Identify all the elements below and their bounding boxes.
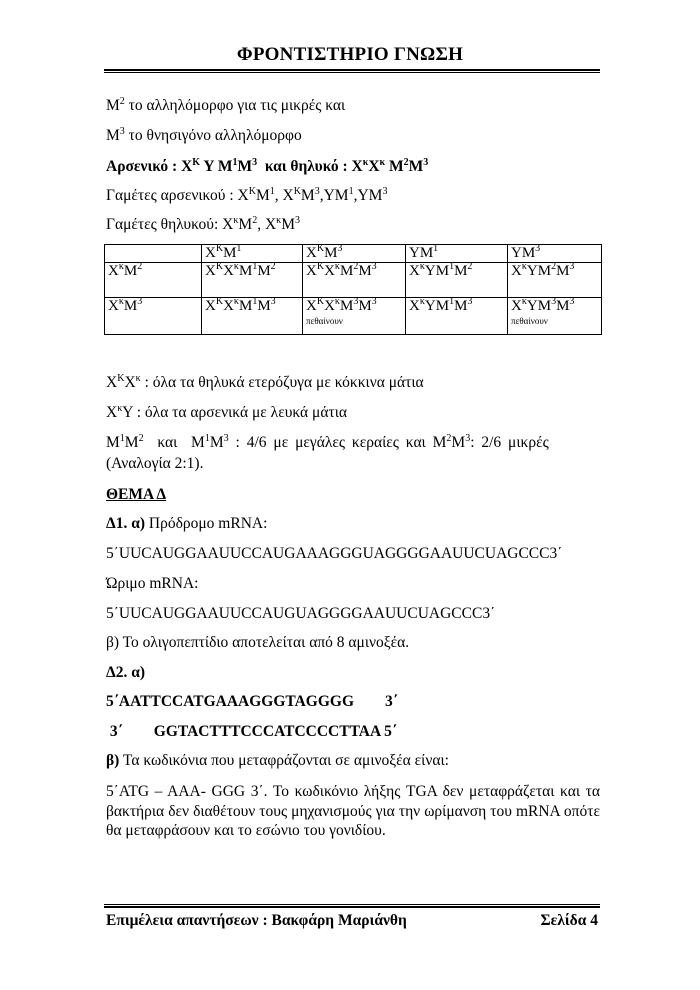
table-corner-cell [105,245,202,263]
punnett-square-table [104,244,602,335]
genotype-cell: $X^\kappa YM^2M^3$ [508,263,602,298]
cross-line: Αρσενικό : $X^K$ Y $M^1M^3$ και θηλυκό : $X^\kappa X^\kappa$ $M^2M^3$ [106,156,429,175]
page-header-title: ΦΡΟΝΤΙΣΤΗΡΙΟ ΓΝΩΣΗ [236,44,464,65]
result-ratio-line-2: (Αναλογία 2:1). [106,455,204,472]
d1b-line: β) Το ολιγοπεπτίδιο αποτελείται από 8 αμινοξέα. [106,634,410,651]
footer-rule-thin [104,904,600,905]
female-gamete-header: $X^\kappa M^3$ [105,298,202,335]
footer-rule-thick [104,906,600,908]
precursor-mrna-sequence: 5΄UUCAUGGAAUUCCAUGAAAGGGUAGGGGAAUUCUAGCCC3΄ [106,545,563,562]
d1-line: Δ1. α) Πρόδρομο mRNA: [106,515,268,532]
male-gamete-header: $YM^1$ [406,245,508,263]
footer-author: Επιμέλεια απαντήσεων : Βακφάρη Μαριάνθη [106,912,407,929]
d2-label: Δ2. α) [106,664,146,681]
male-gamete-header: $X^KM^3$ [303,245,406,263]
d2b-line: β) Τα κωδικόνια που μεταφράζονται σε αμινοξέα είναι: [106,752,449,769]
d2b-paragraph: 5΄ATG – AAA- GGG 3΄. Το κωδικόνιο λήξης TGA δεν μεταφράζεται και τα βακτήρια δεν διαθέτουν τους μηχανισμούς για την ωρίμανση του mRNA οπότε θα μεταφράσουν και το εσώνιο του γονιδίου. [106,783,600,839]
male-gametes-line: Γαμέτες αρσενικού : $X^KM^1$, $X^KM^3,YM^1,YM^3$ [106,185,388,204]
result-ratio-line: $M^1M^2$ και $M^1M^3$ : 4/6 με μεγάλες κεραίες και $M^2M^3$: 2/6 μικρές [106,432,549,451]
dna-strand-2: 3΄ GGTACTTTCCCATCCCCTTAA 5΄ [106,723,398,740]
result-females-line: $X^KX^\kappa$ : όλα τα θηλυκά ετερόζυγα με κόκκινα μάτια [106,372,424,391]
genotype-cell: $X^\kappa YM^3M^3$ πεθαίνουν [508,298,602,335]
genotype-cell: $X^KX^\kappa M^1M^3$ [202,298,303,335]
mature-mrna-label: Ώριμο mRNA: [106,575,199,592]
intro-line-2: $M^3$ το θνησιγόνο αλληλόμορφο [106,125,302,144]
table-row [105,298,602,335]
male-gamete-header: $X^KM^1$ [202,245,303,263]
genotype-cell: $X^KX^\kappa M^2M^3$ [303,263,406,298]
genotype-cell: $X^KX^\kappa M^1M^2$ [202,263,303,298]
male-gamete-header: $YM^3$ [508,245,602,263]
header-rule-thick [104,69,600,71]
lethal-note: πεθαίνουν [306,316,343,326]
table-header-row [105,245,602,263]
female-gamete-header: $X^\kappa M^2$ [105,263,202,298]
genotype-cell: $X^\kappa YM^1M^2$ [406,263,508,298]
lethal-note: πεθαίνουν [511,316,548,326]
dna-strand-1: 5΄AATTCCATGAAAGGGTAGGGG 3΄ [106,693,398,710]
result-males-line: $X^\kappa Y$ : όλα τα αρσενικά με λευκά μάτια [106,402,347,421]
header-rule-thin [104,72,600,73]
mature-mrna-sequence: 5΄UUCAUGGAAUUCCAUGUAGGGGAAUUCUAGCCC3΄ [106,605,496,622]
intro-line-1: $M^2$ το αλληλόμορφο για τις μικρές και [106,95,346,114]
female-gametes-line: Γαμέτες θηλυκού: $X^\kappa M^2$, $X^\kappa M^3$ [106,214,301,233]
table-row [105,263,602,298]
theme-d-heading: ΘΕΜΑ Δ [106,486,167,503]
genotype-cell: $X^\kappa YM^1M^3$ [406,298,508,335]
genotype-cell: $X^KX^\kappa M^3M^3$ πεθαίνουν [303,298,406,335]
footer-page-number: Σελίδα 4 [540,912,598,929]
